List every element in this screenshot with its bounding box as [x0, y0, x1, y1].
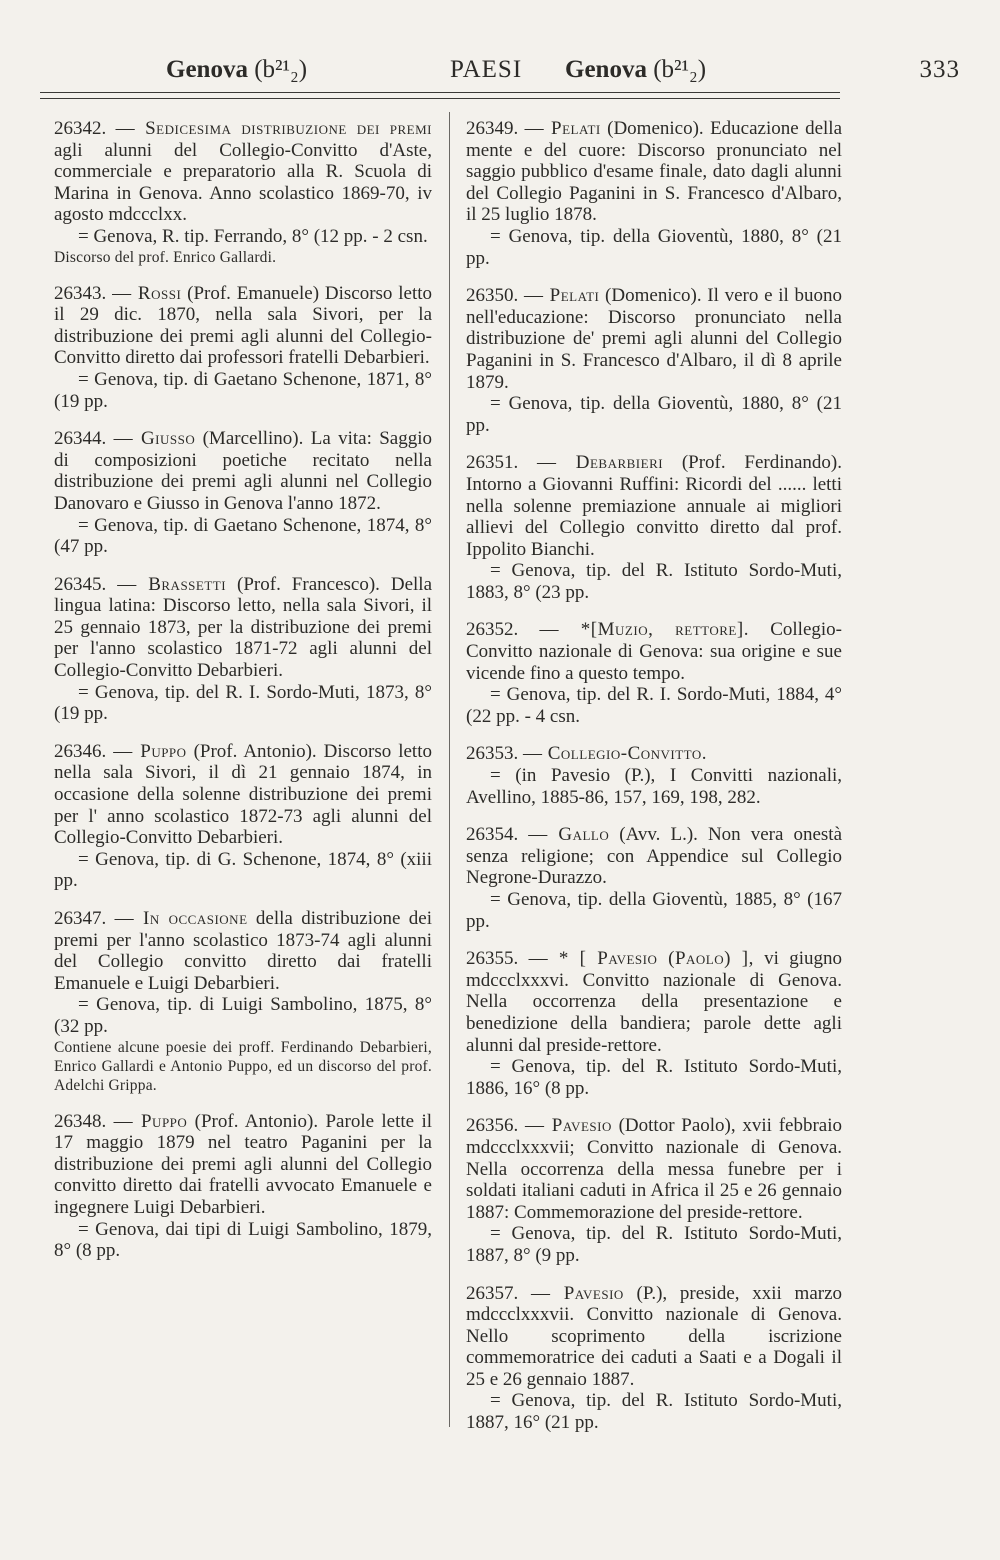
entry-number: 26347.: [54, 908, 107, 929]
entry: [466, 1115, 842, 1266]
entry-number: 26343.: [54, 282, 107, 304]
entry-text: (Marcellino). La vita: Saggio di composizioni poetiche recitato nella distribuzione dei premi agli alunni nel Collegio Danovaro e Giusso in Genova l'anno 1872.: [54, 428, 432, 514]
entry-text: della distribuzione dei premi per l'anno scolastico 1873-74 agli alunni del Collegio convitto diretto dai fratelli Emanuele e Luigi Debarbieri.: [54, 908, 432, 994]
header-right-title: Genova: [565, 56, 647, 83]
entry-number: 26354.: [466, 824, 519, 846]
entry-publication: = Genova, tip. della Gioventù, 1880, 8° (21 pp.: [466, 393, 842, 436]
header-left-section: (b²¹₂): [254, 56, 308, 83]
entry-body: [54, 118, 432, 226]
right-column: [466, 118, 842, 1450]
entry-publication: = Genova, tip. di Gaetano Schenone, 1871, 8° (19 pp.: [54, 368, 432, 412]
entry-body: [54, 741, 432, 849]
entry-publication: = Genova, R. tip. Ferrando, 8° (12 pp. - 2 csn.: [78, 225, 428, 247]
entry-publication: = (in Pavesio (P.), I Convitti nazionali, Avellino, 1885-86, 157, 169, 198, 282.: [466, 765, 842, 808]
left-column: [54, 118, 432, 1278]
entry-number: 26356.: [466, 1115, 519, 1137]
entry-text: (Prof. Emanuele) Discorso letto il 29 dic. 1870, nella sala Sivori, per la distribuzione dei premi agli alunni del Collegio-Convitto diretto dai professori fratelli Debarbieri.: [54, 282, 433, 369]
entry-publication: = Genova, tip. di Luigi Sambolino, 1875, 8° (32 pp.: [54, 994, 432, 1037]
entry-publication: = Genova, tip. di Gaetano Schenone, 1874, 8° (47 pp.: [54, 514, 432, 558]
entry-note: Discorso del prof. Enrico Gallardi.: [54, 248, 277, 266]
header-center: PAESI: [450, 56, 523, 83]
entry-number: 26350.: [466, 285, 519, 307]
entry-number: 26345.: [54, 573, 107, 595]
entry-heading: — Pelati: [524, 118, 601, 139]
entry-text: (Domenico). Educazione della mente e del cuore: Discorso pronunciato nel saggio pubblico d'esame finale, dato dagli alunni del Collegio Paganini in S. Francesco d'Albaro, il 25 luglio 1878.: [466, 118, 843, 226]
entry-publication: = Genova, tip. di G. Schenone, 1874, 8° (xiii pp.: [54, 848, 432, 892]
entry-text: (Prof. Ferdinando). Intorno a Giovanni Ruffini: Ricordi del ...... letti nella solenne premiazione annuale ai migliori allievi del Collegio convitto diretto dal prof. Ippolito Bianchi.: [466, 452, 843, 560]
entry: [466, 743, 842, 808]
entry-heading: — Debarbieri: [537, 452, 664, 474]
entry: [466, 619, 842, 727]
entry-number: 26353.: [466, 743, 519, 765]
entry-heading: — Pelati: [523, 285, 600, 307]
running-header: [40, 52, 960, 92]
entry-heading: — *[Muzio, rettore].: [539, 619, 749, 641]
entry-heading: — In occasione: [114, 908, 248, 929]
header-left-title: Genova: [166, 56, 248, 83]
header-left: [166, 56, 307, 84]
entry-text: Collegio-Convitto nazionale di Genova: sua origine e sue vicende fino a questo tempo.: [466, 619, 842, 684]
entry-heading: — Puppo: [113, 1110, 188, 1132]
entry: [466, 285, 842, 436]
entry-publication: = Genova, tip. del R. I. Sordo-Muti, 1873, 8° (19 pp.: [54, 681, 432, 725]
entry-number: 26351.: [466, 452, 519, 474]
entry-number: 26342.: [54, 118, 107, 139]
entry-heading: — Giusso: [113, 428, 196, 450]
entry-publication: = Genova, tip. del R. Istituto Sordo-Muti, 1887, 8° (9 pp.: [466, 1223, 842, 1266]
entry-body: [54, 428, 432, 514]
entry-heading: — Rossi: [112, 282, 182, 304]
entry-heading: — Gallo: [528, 824, 610, 846]
entry-body: [466, 285, 842, 393]
entry-publication: = Genova, tip. della Gioventù, 1880, 8° (21 pp.: [466, 225, 842, 269]
header-right: [565, 56, 706, 84]
entry: [466, 824, 842, 932]
entry-body: [54, 1111, 432, 1219]
entry-note: Contiene alcune poesie dei proff. Ferdinando Debarbieri, Enrico Gallardi e Antonio Puppo, ed un discorso del prof. Adelchi Grippa.: [54, 1038, 432, 1094]
entry-text: (P.), preside, xxii marzo mdccclxxxvii. Convitto nazionale di Genova. Nello scoprimento della iscrizione commemoratrice dei caduti a Saati e a Dogali il 25 e 26 gennaio 1887.: [466, 1282, 843, 1390]
entry-body: [54, 574, 432, 682]
entry-body: [466, 948, 842, 1056]
entry-heading: — Sedicesima distribuzione dei premi: [115, 118, 433, 139]
entry-heading: — Puppo: [113, 740, 187, 762]
entry-publication: = Genova, tip. della Gioventù, 1885, 8° (167 pp.: [466, 889, 842, 932]
entry-body: [466, 619, 842, 684]
entry-heading: — Pavesio: [531, 1282, 624, 1304]
entry-body: [466, 1115, 842, 1223]
entry-text: agli alunni del Collegio-Convitto d'Aste, commerciale e preparatorio alla R. Scuola di Marina in Genova. Anno scolastico 1869-70, iv agosto mdccclxx.: [54, 139, 432, 226]
entry-number: 26344.: [54, 428, 107, 450]
entry-publication: = Genova, tip. del R. Istituto Sordo-Muti, 1883, 8° (23 pp.: [466, 560, 842, 603]
entry: [54, 908, 432, 1095]
entry-text: (Dottor Paolo), xvii febbraio mdccclxxxvii; Convitto nazionale di Genova. Nella occorrenza della messa funebre per i soldati italiani caduti in Africa il 25 e 26 gennaio 1887: Commemorazione del preside-rettore.: [466, 1115, 842, 1223]
entry: [54, 1111, 432, 1262]
entry-number: 26346.: [54, 740, 107, 762]
entry-body: [466, 743, 842, 765]
entry-publication: = Genova, tip. del R. Istituto Sordo-Muti, 1887, 16° (21 pp.: [466, 1390, 842, 1434]
entry-heading: — Brassetti: [117, 573, 227, 595]
entry-publication: = Genova, dai tipi di Luigi Sambolino, 1879, 8° (8 pp.: [54, 1218, 432, 1262]
entry-text: (Avv. L.). Non vera onestà senza religione; con Appendice sul Collegio Negrone-Durazzo.: [466, 824, 842, 889]
entry-number: 26357.: [466, 1282, 519, 1304]
entry-publication: = Genova, tip. del R. Istituto Sordo-Muti, 1886, 16° (8 pp.: [466, 1056, 842, 1099]
entry-number: 26355.: [466, 948, 519, 970]
entry: [466, 118, 842, 269]
column-divider: [449, 112, 450, 1427]
entry-heading: — * [ Pavesio (Paolo) ],: [528, 948, 754, 970]
entry: [466, 1283, 842, 1434]
entry-text: (Prof. Antonio). Discorso letto nella sala Sivori, il dì 21 gennaio 1874, in occasione della solenne distribuzione dei premi per l' anno scolastico 1872-73 agli alunni del Collegio-Convitto Debarbieri.: [54, 740, 432, 849]
entry-text: (Prof. Francesco). Della lingua latina: Discorso letto, nella sala Sivori, il 25 gennaio 1873, per la distribuzione dei premi per l'anno scolastico 1871-72 agli alunni del Collegio-Convitto Debarbieri.: [54, 573, 433, 682]
entry: [54, 428, 432, 558]
entry-text: (Domenico). Il vero e il buono nell'educazione: Discorso pronunciato nella distribuzione de' premi agli alunni del Collegio Paganini in S. Francesco d'Albaro, il dì 8 aprile 1879.: [466, 285, 843, 393]
entry: [466, 948, 842, 1099]
page-number: 333: [919, 56, 960, 83]
entry: [466, 452, 842, 603]
entry-heading: — Collegio-Convitto.: [523, 743, 708, 765]
header-right-section: (b²¹₂): [653, 56, 707, 83]
entry-number: 26349.: [466, 118, 519, 139]
entry-heading: — Pavesio: [525, 1115, 612, 1137]
entry-publication: = Genova, tip. del R. I. Sordo-Muti, 1884, 4° (22 pp. - 4 csn.: [466, 684, 842, 727]
entry-body: [466, 452, 842, 560]
entry: [54, 283, 432, 413]
entry-body: [466, 118, 842, 226]
entry-number: 26352.: [466, 619, 519, 641]
entry: [54, 741, 432, 892]
entry-text: vi giugno mdccclxxxvi. Convitto nazionale di Genova. Nella occorrenza della presentazione e benedizione della bandiera; parole dette agli alunni dal preside-rettore.: [466, 948, 842, 1056]
entry-body: [54, 908, 432, 994]
entry-body: [466, 1283, 842, 1391]
entry-number: 26348.: [54, 1110, 107, 1132]
entry: [54, 118, 432, 267]
entry-body: [54, 283, 432, 369]
entry: [54, 574, 432, 725]
entry-body: [466, 824, 842, 889]
entry-text: (Prof. Antonio). Parole lette il 17 maggio 1879 nel teatro Paganini per la distribuzione dei premi agli alunni del Collegio convitto diretto dai fratelli avvocato Emanuele e ingegnere Luigi Debarbieri.: [54, 1110, 433, 1218]
header-rule: [40, 92, 840, 99]
